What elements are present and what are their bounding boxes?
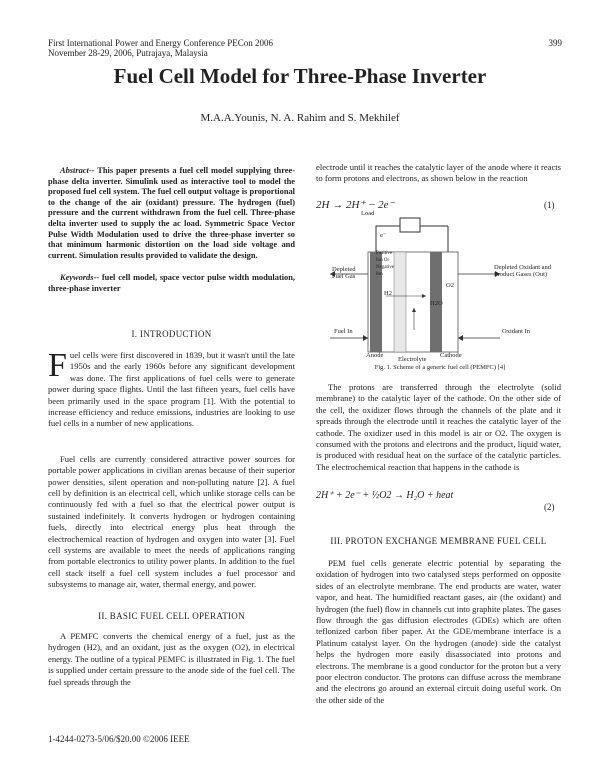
page-number: 399 [548,38,562,48]
keywords-label: Keywords [60,273,94,283]
fuel-cell-diagram [330,212,550,372]
figure-caption: Fig. 1. Scheme of a generic fuel cell (PEMFC) [4] [374,364,506,371]
intro-paragraph-2: Fuel cells are currently considered attractive power sources for portable power applications in civilian arenas because of their superior power densities, silent operation and non-polluting nature [2]. A fuel cell by definition is an electrical cell, which unlike storage cells can be continuously fed with a fuel so that the electrical power output is sustained indefinitely. It converts hydrogen or hydrogen containing fuels, directly into electrical energy plus heat through the electrochemical reaction of hydrogen and oxygen into water [3]. Fuel cell systems are available to meet the needs of applications ranging from portable electronics to utility power plants. In addition to the fuel cell stack itself a fuel cell system includes a fuel processor and subsystems to manage air, water, thermal energy, and power. [48,453,295,590]
equation-2-number: (2) [544,502,555,512]
cathode-label: Cathode [440,352,462,359]
ion-label: Positive Ion Or Negative Ion [376,251,395,277]
h2o-label: H2O [430,300,443,307]
anode-label: Anode [366,352,384,359]
basic-heading: II. BASIC FUEL CELL OPERATION [98,610,245,621]
fuel-in-label: Fuel In [334,328,353,335]
keywords [48,273,295,294]
equation-1-number: (1) [544,200,555,210]
right-column-middle [316,382,561,473]
intro-text-1: uel cells were first discovered in 1839, but it wasn't until the late 1950s and the early 1960s before any significant development was done. The first applications of fuel cells were to generate power during space flights. Until the last fifteen years, fuel cells have been primarily used in the space program [1]. With the potential to increase efficiency and reduce emissions, industries are looking to use fuel cells in a number of new applications. [48,349,295,429]
load-box [400,218,420,232]
right-paragraph-3: PEM fuel cells generate electric potential by separating the oxidation of hydrogen into two catalysed steps performed on opposite sides of an electrolyte membrane. The end products are water, water vapor, and heat. The humidified reactant gases, air (the oxidant) and hydrogen (the fuel) flow in channels cut into graphite plates. The gases flow through the gas diffusion electrodes (GDEs) which are often teflonized carbon fiber paper. At the GDE/membrane interface is a Platinum catalyst layer. On the hydrogen (anode) side the catalyst helps the hydrogen more easily disassociated into protons and electrons. The membrane is a good conductor for the proton but a very poor electron conductor. The protons can diffuse across the membrane and the electrons go around an external circuit doing useful work. On the other side of the [316,558,561,705]
basic-paragraph: A PEMFC converts the chemical energy of a fuel, just as the hydrogen (H2), and an oxidant, just as the oxygen (O2), in electrical energy. The outline of a typical PEMFC is illustrated in Fig. 1. The fuel is supplied under certain pressure to the anode side of the fuel cell. The fuel spreads through the [48,631,295,687]
drop-cap: F [48,346,67,384]
equation-2: 2H⁺ + 2e⁻ + ½O2 → H₂O + heat [316,490,454,501]
load-label: Load [361,210,375,217]
conference-header [48,38,273,58]
footer-copyright: 1-4244-0273-5/06/$20.00 ©2006 IEEE [48,734,190,744]
o2-label: O2 [446,282,454,289]
products-label: Depleted Oxidant and Product Gases (Out) [494,264,552,278]
pem-heading: III. PROTON EXCHANGE MEMBRANE FUEL CELL [330,536,547,546]
right-paragraph-1: electrode until it reaches the catalytic layer of the anode where it reacts to form protons and electrons, as shown below in the reaction [316,162,561,184]
abstract [48,166,295,261]
abstract-label: Abstract [60,166,89,175]
abstract-text: -- This paper presents a fuel cell model supplying three-phase delta inverter. Simulink used as interactive tool to model the proposed fuel cell system. The fuel cell output voltage is proportional to the change of the air (oxidant) pressure. The hydrogen (fuel) pressure and the current withdrawn from the fuel cell. Three-phase delta inverter used to supply the ac load. Symmetric Space Vector Pulse Width Modulation used to drive the three-phase inverter so that minimum harmonic distortion on the load side voltage and current. Simulation results provided to validate the design. [48,166,295,260]
oxidant-in-label: Oxidant In [502,328,530,335]
equation-1: 2H → 2H⁺ − 2e⁻ [316,199,395,211]
depleted-fuel-label: Depleted Fuel Gas [332,266,356,280]
electron-label: e⁻ [380,232,387,239]
conference-line-2: November 28-29, 2006, Putrajaya, Malaysia [48,48,208,58]
paper-title: Fuel Cell Model for Three-Phase Inverter [113,64,487,88]
keywords-text: -- fuel cell model, space vector pulse width modulation, three-phase inverter [48,273,295,293]
h2-label: H2 [384,290,392,297]
intro-paragraph-1 [48,346,295,430]
paper-authors: M.A.A.Younis, N. A. Rahim and S. Mekhilef [200,112,400,124]
electrolyte-label: Electrolyte [398,356,427,363]
intro-heading: I. INTRODUCTION [131,328,212,339]
conference-line-1: First International Power and Energy Conference PECon 2006 [48,38,274,48]
right-paragraph-2: The protons are transferred through the electrolyte (solid membrane) to the catalytic layer of the cathode. On the other side of the cell, the oxidizer flows through the channels of the plate and it spreads through the electrode until it reaches the catalytic layer of the cathode. The oxidizer used in this model is air or O2. The oxygen is consumed with the protons and electrons and the product, liquid water, is produced with residual heat on the surface of the catalytic particles. The electrochemical reaction that happens in the cathode is [316,382,561,472]
left-column [48,166,295,688]
right-column-top [316,162,561,185]
right-column-bottom [316,558,561,706]
